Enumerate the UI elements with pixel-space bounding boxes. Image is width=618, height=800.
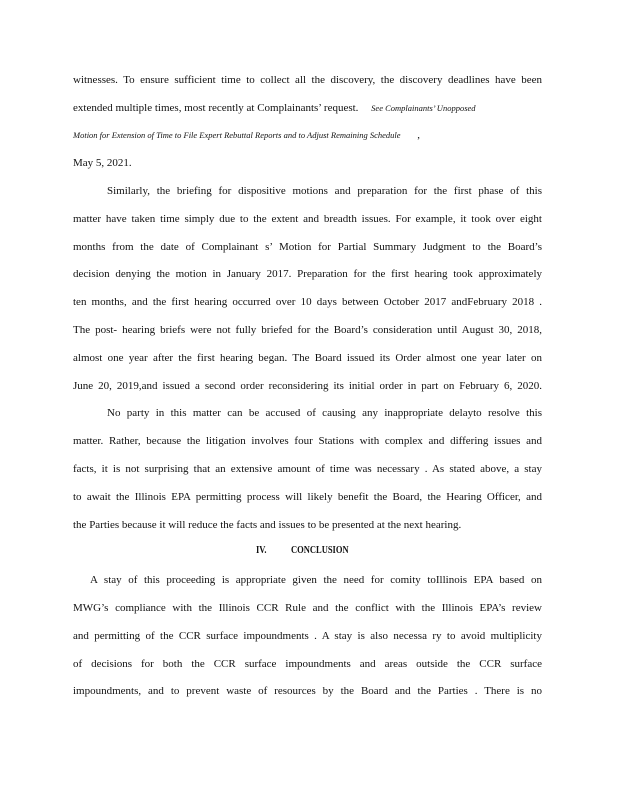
text-line: The post- hearing briefs were not fully briefed for the Board’s consideration until August 30, 2018, xyxy=(73,324,542,336)
text-line: impoundments, and to prevent waste of resources by the Board and the Parties . There is no xyxy=(73,685,542,697)
text-line: matter have taken time simply due to the extent and breadth issues. For example, it took over eight xyxy=(73,213,542,225)
text-line: MWG’s compliance with the Illinois CCR Rule and the conflict with the Illinois EPA’s review xyxy=(73,602,542,614)
text-line: ten months, and the first hearing occurred over 10 days between October 2017 andFebruary 2018 . xyxy=(73,296,542,308)
citation-line xyxy=(73,128,542,142)
text-line: June 20, 2019,and issued a second order reconsidering its initial order in part on February 6, 2020. xyxy=(73,380,542,392)
text-line: Similarly, the briefing for dispositive motions and preparation for the first phase of this xyxy=(107,185,542,197)
text-line: A stay of this proceeding is appropriate given the need for comity toIllinois EPA based on xyxy=(90,574,542,586)
text-line: matter. Rather, because the litigation involves four Stations with complex and differing issues and xyxy=(73,435,542,447)
text-run: extended multiple times, most recently at Complainants’ request. xyxy=(73,102,359,114)
text-line: decision denying the motion in January 2017. Preparation for the first hearing took approximately xyxy=(73,268,542,280)
text-line: the Parties because it will reduce the facts and issues to be presented at the next hearing. xyxy=(73,519,462,531)
section-number: IV. xyxy=(256,545,267,556)
text-line: and permitting of the CCR surface impoundments . A stay is also necessa ry to avoid multiplicity xyxy=(73,630,542,642)
text-line: months from the date of Complainant s’ Motion for Partial Summary Judgment to the Board’s xyxy=(73,241,542,253)
citation-run: See Complainants’ Unopposed xyxy=(371,103,476,113)
text-line: almost one year after the first hearing began. The Board issued its Order almost one year later on xyxy=(73,352,542,364)
text-line: No party in this matter can be accused of causing any inappropriate delayto resolve this xyxy=(107,407,542,419)
text-line: witnesses. To ensure sufficient time to collect all the discovery, the discovery deadlines have been xyxy=(73,74,542,86)
text-run: , xyxy=(417,129,421,141)
text-line: to await the Illinois EPA permitting process will likely benefit the Board, the Hearing Officer, and xyxy=(73,491,542,503)
text-line: facts, it is not surprising that an extensive amount of time was necessary . As stated above, a stay xyxy=(73,463,542,475)
text-line: May 5, 2021. xyxy=(73,157,132,169)
citation-run: Motion for Extension of Time to File Expert Rebuttal Reports and to Adjust Remaining Schedule xyxy=(73,130,401,140)
text-line xyxy=(73,101,542,115)
text-line: of decisions for both the CCR surface impoundments and areas outside the CCR surface xyxy=(73,658,542,670)
section-title: CONCLUSION xyxy=(291,545,349,556)
